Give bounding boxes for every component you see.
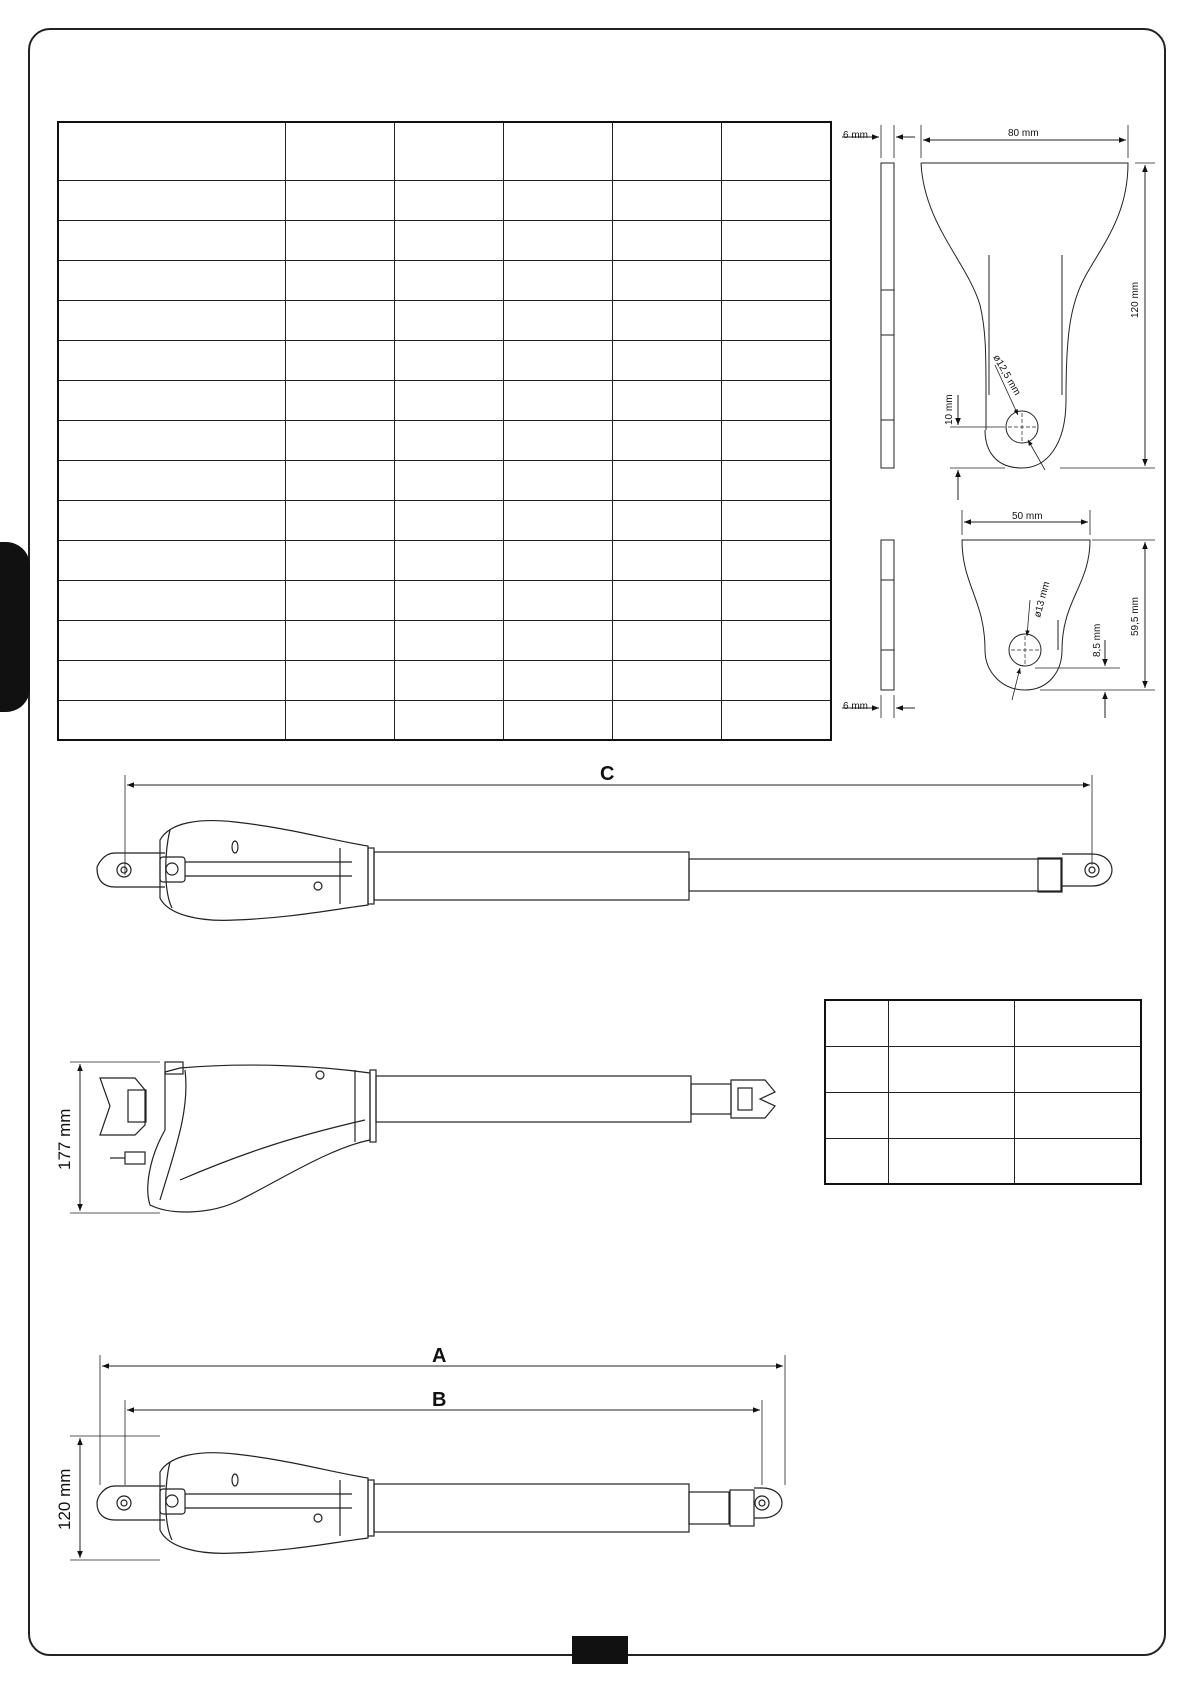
actuator-extended-body xyxy=(160,821,368,921)
small-bracket-side-view xyxy=(881,540,894,690)
actuator-side-view xyxy=(70,1062,775,1213)
small-bracket-height-label: 59,5 mm xyxy=(1130,597,1141,636)
large-bracket xyxy=(842,125,1155,500)
large-bracket-thickness-label: 6 mm xyxy=(843,130,868,141)
actuator-retracted-body xyxy=(160,1453,368,1554)
side-height-label: 177 mm xyxy=(55,1108,74,1170)
small-bracket-hole-offset-label: 8,5 mm xyxy=(1092,623,1103,657)
small-bracket-hole-diameter-label: ø13 mm xyxy=(1032,580,1053,619)
large-bracket-side-view xyxy=(881,163,894,468)
length-c-label: C xyxy=(600,763,615,785)
large-bracket-hole-diameter-label: ø12,5 mm xyxy=(990,353,1023,398)
small-bracket-front-view xyxy=(962,540,1090,690)
large-bracket-width-label: 80 mm xyxy=(1008,128,1039,139)
small-bracket xyxy=(842,510,1155,718)
actuator-extended xyxy=(97,775,1112,920)
top-height-label: 120 mm xyxy=(55,1468,74,1530)
actuator-retracted xyxy=(70,1355,785,1560)
length-a-label: A xyxy=(432,1345,447,1367)
large-bracket-hole-offset-label: 10 mm xyxy=(944,394,955,425)
large-bracket-height-label: 120 mm xyxy=(1130,281,1141,318)
small-bracket-thickness-label: 6 mm xyxy=(843,701,868,712)
length-b-label: B xyxy=(432,1389,447,1411)
small-bracket-width-label: 50 mm xyxy=(1012,511,1043,522)
actuator-side-body xyxy=(148,1065,370,1212)
